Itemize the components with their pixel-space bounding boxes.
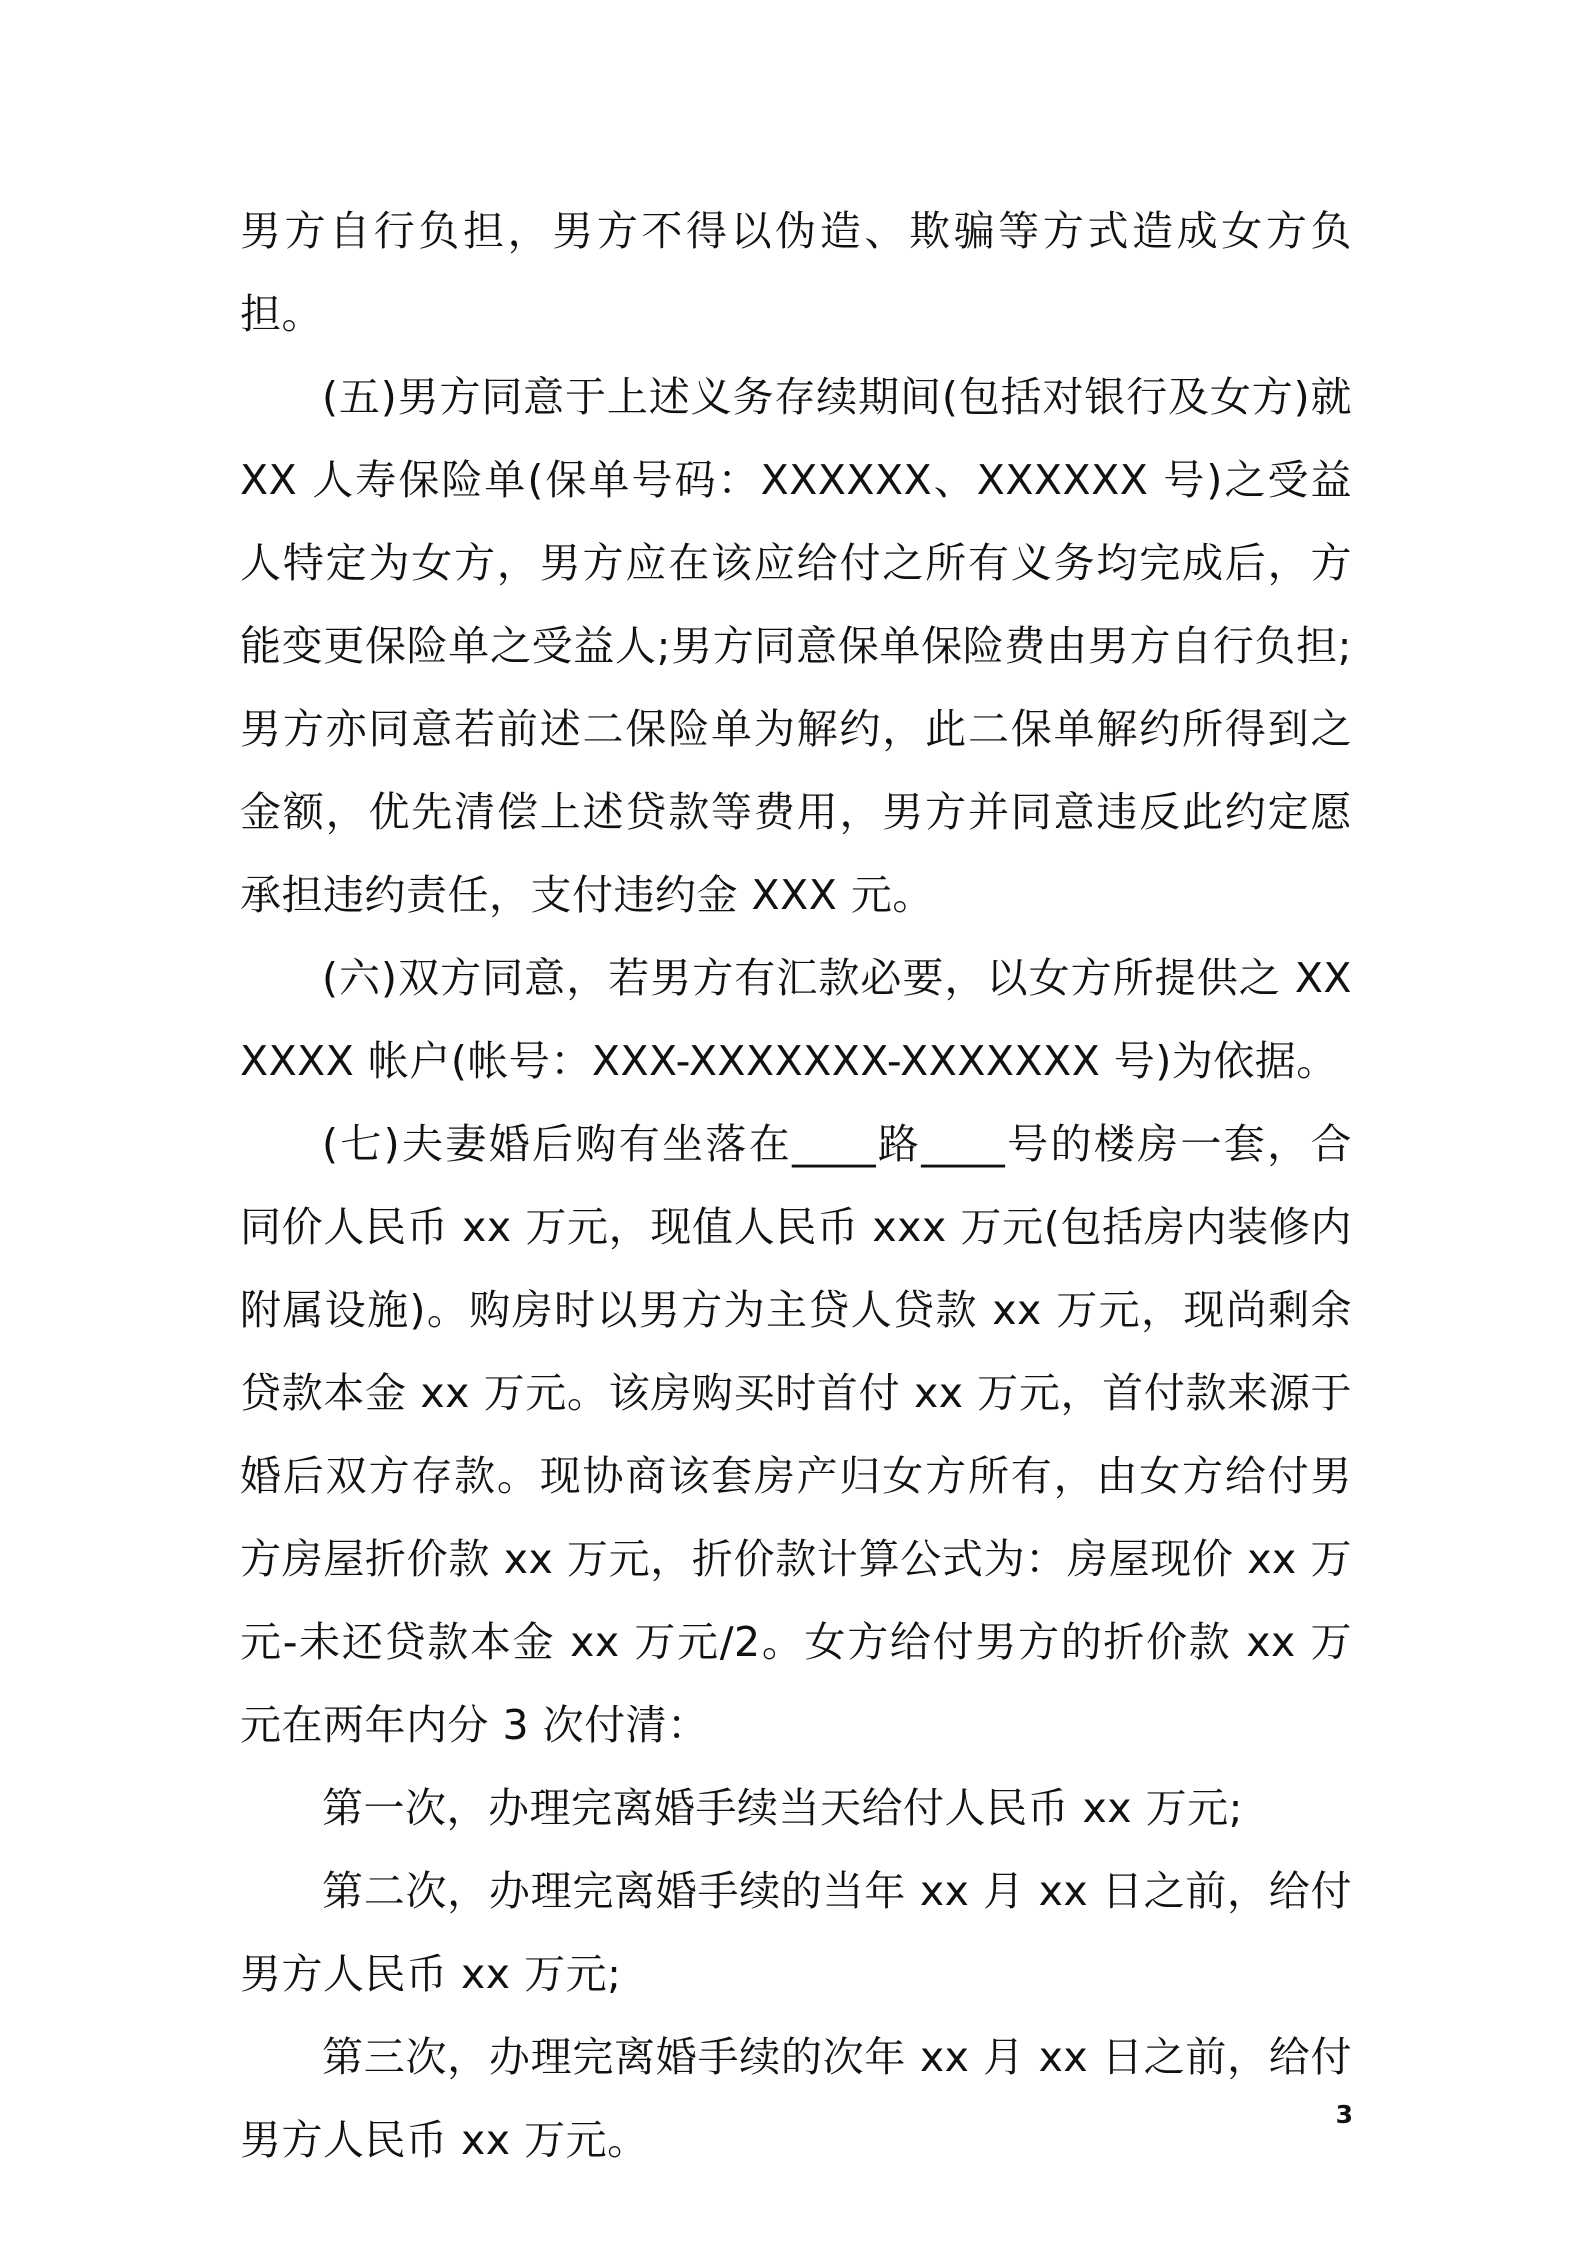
paragraph-clause-five: (五)男方同意于上述义务存续期间(包括对银行及女方)就XX 人寿保险单(保单号码：XXXXXX、XXXXXX 号)之受益人特定为女方，男方应在该应给付之所有义务均完成后，方能变更保险单之受益人;男方同意保单保险费由男方自行负担;男方亦同意若前述二保险单为解约，此二保单解约所得到之金额，优先清偿上述贷款等费用，男方并同意违反此约定愿承担违约责任，支付违约金 XXX 元。 <box>240 373 1352 919</box>
payment-first-installment: 第一次，办理完离婚手续当天给付人民币 xx 万元; <box>322 1784 1243 1832</box>
paragraph-clause-seven: (七)夫妻婚后购有坐落在____路____号的楼房一套，合同价人民币 xx 万元，现值人民币 xxx 万元(包括房内装修内附属设施)。购房时以男方为主贷人贷款 xx 万元，现尚剩余贷款本金 xx 万元。该房购买时首付 xx 万元，首付款来源于婚后双方存款。现协商该套房产归女方所有，由女方给付男方房屋折价款 xx 万元，折价款计算公式为：房屋现价 xx 万元-未还贷款本金 xx 万元/2。女方给付男方的折价款 xx 万元在两年内分 3 次付清： <box>240 1120 1352 1749</box>
paragraph-continuation: 男方自行负担，男方不得以伪造、欺骗等方式造成女方负担。 <box>240 207 1352 338</box>
page-number: 3 <box>1335 2100 1353 2129</box>
paragraph-clause-six: (六)双方同意，若男方有汇款必要，以女方所提供之 XXXXXX 帐户(帐号：XXX-XXXXXXX-XXXXXXX 号)为依据。 <box>240 954 1352 1085</box>
document-body <box>240 190 1352 2182</box>
payment-third-installment: 第三次，办理完离婚手续的次年 xx 月 xx 日之前，给付男方人民币 xx 万元。 <box>240 2033 1352 2164</box>
payment-second-installment: 第二次，办理完离婚手续的当年 xx 月 xx 日之前，给付男方人民币 xx 万元; <box>240 1867 1352 1998</box>
